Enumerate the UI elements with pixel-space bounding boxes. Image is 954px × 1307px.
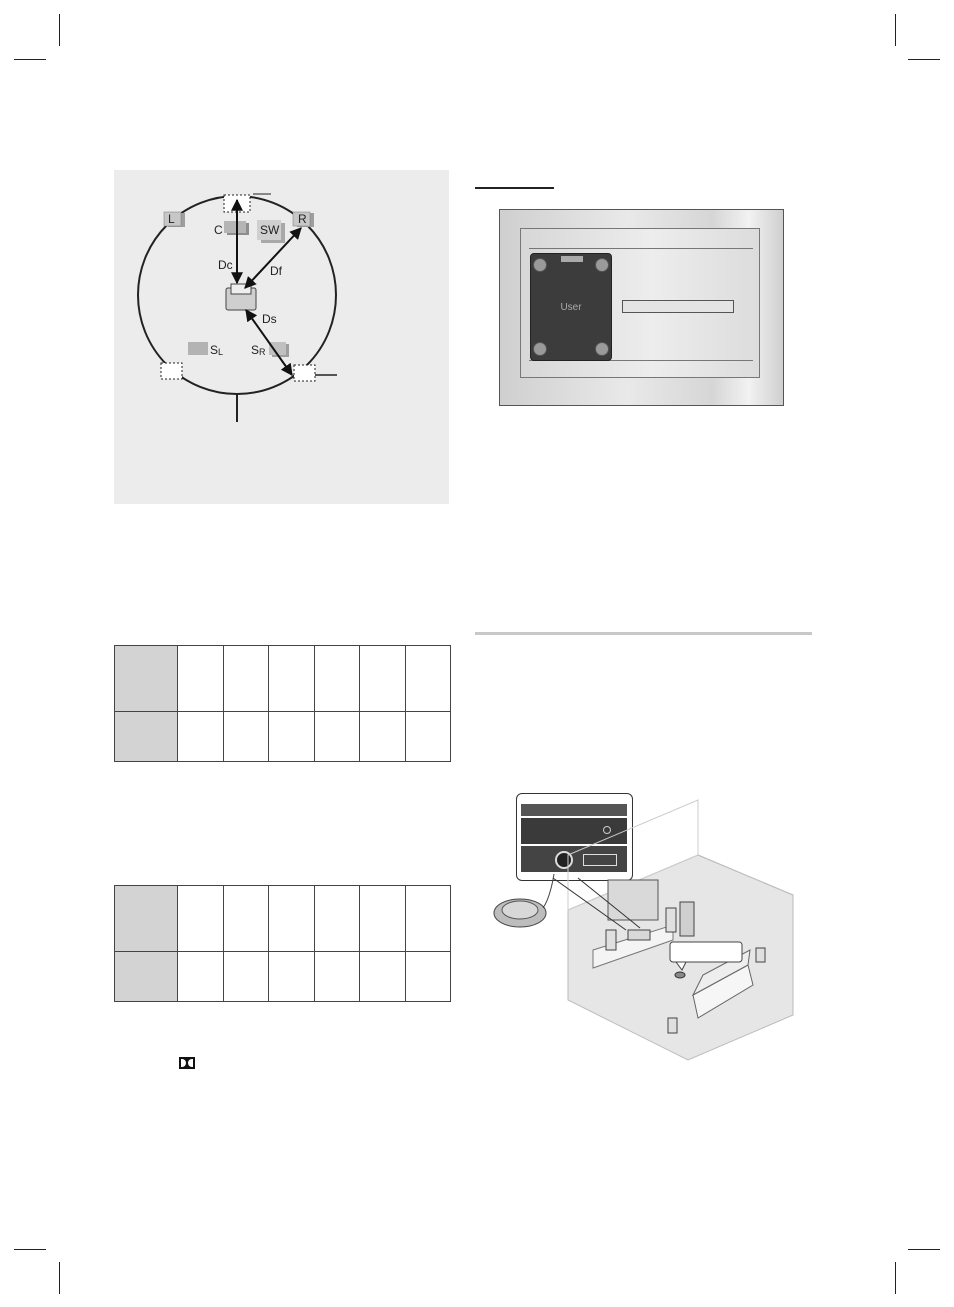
svg-text:S: S	[210, 343, 219, 357]
speaker-layout-thumbnail	[530, 253, 612, 361]
table-cell	[360, 952, 406, 1002]
surround-left-speaker-icon	[188, 342, 223, 357]
center-distance-label: Dc	[218, 258, 233, 272]
table-cell	[223, 886, 269, 952]
speaker-icon	[668, 1018, 677, 1033]
table-cell	[314, 646, 360, 712]
crop-mark	[59, 14, 60, 46]
svg-text:L: L	[168, 212, 175, 226]
table-cell	[314, 952, 360, 1002]
speaker-icon	[666, 908, 676, 932]
crop-mark	[895, 14, 896, 46]
svg-text:R: R	[298, 212, 307, 226]
surround-distance-label: Ds	[262, 312, 277, 326]
table-cell	[405, 646, 451, 712]
speaker-level-table	[114, 885, 451, 1002]
svg-text:L: L	[218, 347, 224, 357]
speaker-icon	[628, 930, 650, 940]
table-cell	[405, 952, 451, 1002]
speaker-placement-diagram	[114, 170, 449, 504]
setting-value-field[interactable]	[622, 300, 734, 313]
svg-text:S: S	[251, 343, 260, 357]
table-cell	[314, 712, 360, 762]
subwoofer-icon	[680, 902, 694, 936]
table-cell	[223, 646, 269, 712]
crop-mark	[895, 1262, 896, 1294]
crop-mark	[59, 1262, 60, 1294]
speaker-settings-screen	[499, 209, 784, 406]
subwoofer-speaker-icon	[257, 220, 285, 243]
table-cell	[360, 712, 406, 762]
table-cell	[269, 712, 315, 762]
section-divider	[475, 632, 812, 635]
speaker-icon	[606, 930, 616, 950]
front-left-speaker-icon	[164, 212, 185, 227]
table-cell	[360, 646, 406, 712]
table-header-cell	[115, 952, 178, 1002]
crop-mark	[908, 1249, 940, 1250]
room-speaker-setup-illustration	[488, 790, 798, 1065]
table-cell	[314, 886, 360, 952]
table-cell	[178, 646, 224, 712]
dolby-double-d-icon	[179, 1057, 195, 1069]
speaker-icon	[756, 948, 765, 962]
table-header-cell	[115, 886, 178, 952]
table-cell	[223, 712, 269, 762]
svg-text:SW: SW	[260, 223, 280, 237]
table-header-cell	[115, 646, 178, 712]
listening-position-icon	[226, 284, 256, 310]
table-header-cell	[115, 712, 178, 762]
table-cell	[178, 712, 224, 762]
settings-dialog	[520, 228, 760, 378]
divider	[529, 248, 753, 249]
front-distance-label: Df	[270, 264, 282, 278]
table-cell	[269, 952, 315, 1002]
front-right-speaker-icon	[293, 212, 314, 227]
table-cell	[223, 952, 269, 1002]
table-cell	[269, 886, 315, 952]
table-cell	[178, 952, 224, 1002]
table-cell	[405, 712, 451, 762]
table-cell	[178, 886, 224, 952]
speaker-distance-table	[114, 645, 451, 762]
table-cell	[269, 646, 315, 712]
center-speaker-icon	[214, 221, 249, 237]
svg-text:C: C	[214, 223, 223, 237]
crop-mark	[908, 59, 940, 60]
crop-mark	[14, 59, 46, 60]
table-cell	[360, 886, 406, 952]
crop-mark	[14, 1249, 46, 1250]
heading-underline	[475, 187, 554, 189]
table-cell	[405, 886, 451, 952]
device-label: User	[560, 302, 582, 313]
svg-text:R: R	[259, 347, 266, 357]
